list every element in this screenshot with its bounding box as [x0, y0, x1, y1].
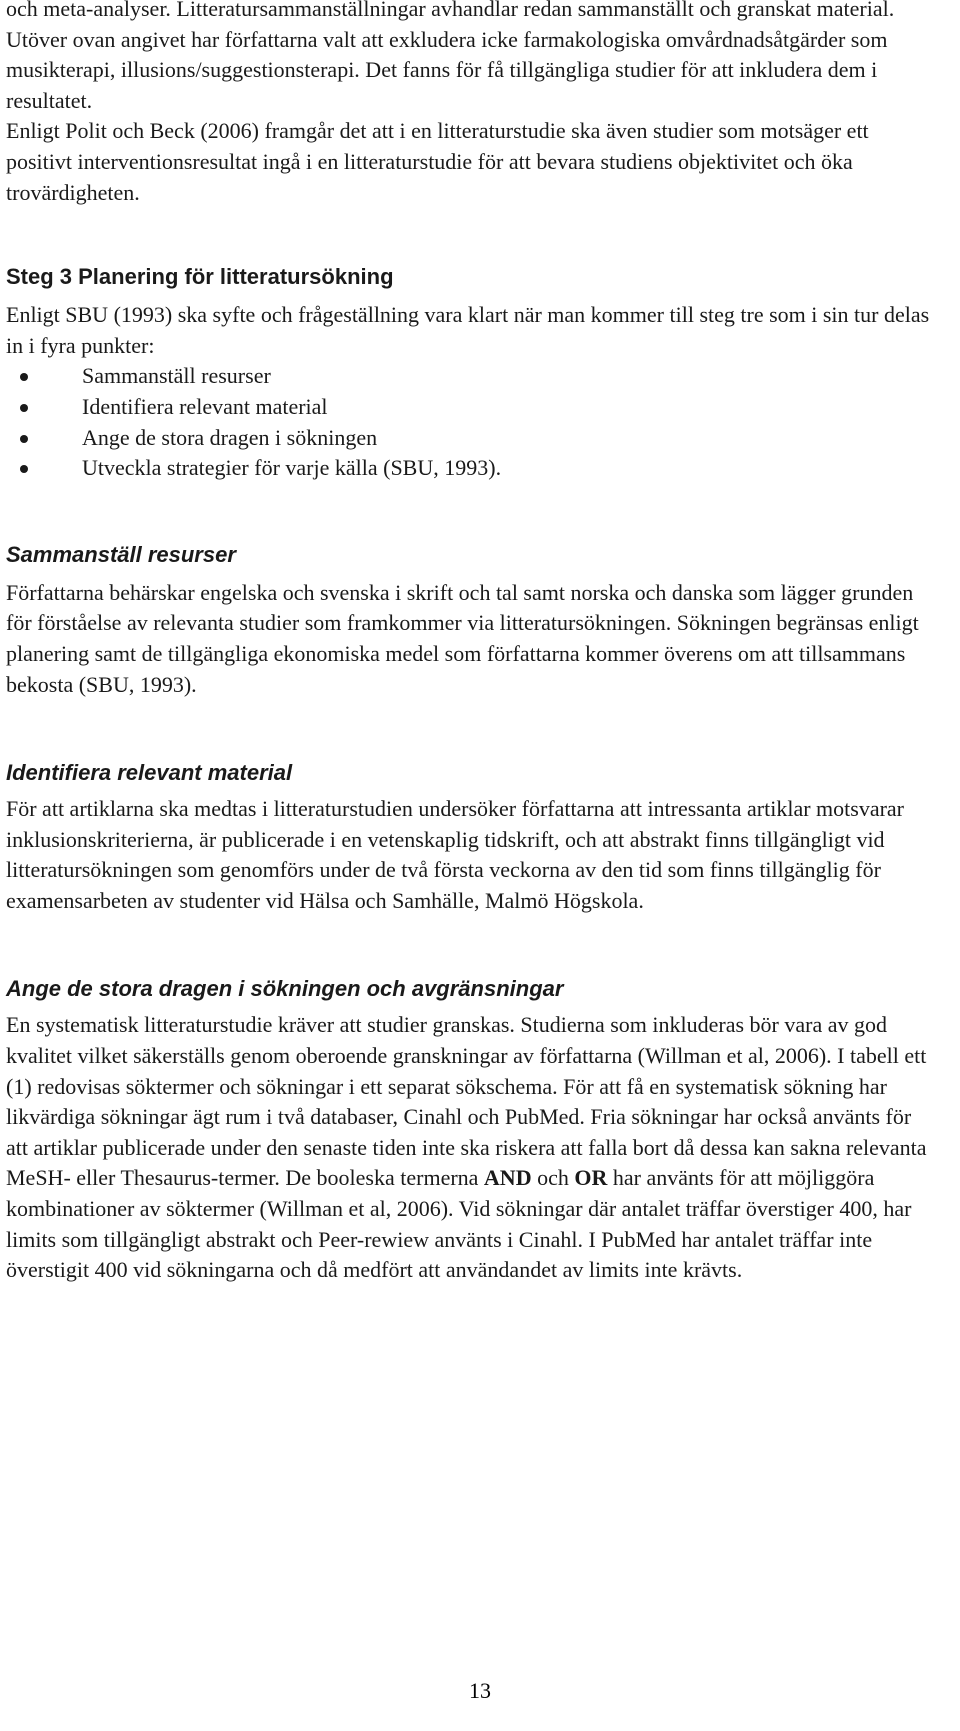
bullet-item: [6, 392, 930, 423]
bullet-text: Utveckla strategier för varje källa (SBU, 1993).: [82, 455, 502, 481]
identify-paragraph: För att artiklarna ska medtas i litteraturstudien undersöker författarna att intressanta artiklar motsvarar inklusionskriterierna, är publicerade i en vetenskaplig tidskrift, och att abstrakt finns tillgängligt vid litteratursökningen som genomförs under de två första veckorna av den tid som finns tillgänglig för examensarbeten av studenter vid Hälsa och Samhälle, Malmö Högskola.: [6, 796, 905, 913]
search-text-part-3: har använts för att möjliggöra kombinationer av söktermer (Willman et al, 2006). Vid sökningar där antalet träffar överstiger 400, har limits som tillgängligt abstrakt och Peer-rewiew använts i Cinahl. I PubMed har antalet träffar inte överstigit 400 vid sökningarna och då medfört att användandet av limits inte krävts.: [6, 1165, 912, 1283]
search-text-part-2: och: [531, 1165, 575, 1191]
search-paragraph: [6, 1010, 930, 1285]
section-heading-step3: Steg 3 Planering för litteratursökning: [6, 264, 394, 290]
bullet-item: [6, 423, 930, 454]
section-heading-resources: Sammanställ resurser: [6, 541, 236, 567]
step3-paragraph: Enligt SBU (1993) ska syfte och frågeställning vara klart när man kommer till steg tre som i sin tur delas in i fyra punkter:: [6, 302, 930, 358]
bullet-icon: [20, 373, 28, 381]
bullet-icon: [20, 435, 28, 443]
bullet-text: Identifiera relevant material: [82, 393, 328, 419]
resources-paragraph: Författarna behärskar engelska och svenska i skrift och tal samt norska och danska som lägger grunden för förståelse av relevanta studier som framkommer via litteratursökningen. Sökningen begränsas enligt planering samt de tillgängliga ekonomiska medel som författarna kommer överens om att tillsammans bekosta (SBU, 1993).: [6, 579, 919, 697]
boolean-or-term: OR: [574, 1165, 608, 1191]
bullet-item: [6, 361, 930, 392]
bullet-icon: [20, 404, 28, 412]
bullet-text: Ange de stora dragen i sökningen: [82, 424, 378, 450]
page-number: 13: [469, 1678, 491, 1703]
bullet-item: [6, 453, 930, 484]
search-text-part-1: En systematisk litteraturstudie kräver att studier granskas. Studierna som inkluderas bör vara av god kvalitet vilket säkerställs genom oberoende granskningar av författarna (Willman et al, 2006). I tabell ett (1) redovisas söktermer och sökningar i ett separat sökschema. För att få en systematisk sökning har likvärdiga sökningar ägt rum i två databaser, Cinahl och PubMed. Fria sökningar har också använts för att artiklar publicerade under den senaste tiden inte ska riskera att falla bort då dessa kan sakna relevanta MeSH- eller Thesaurus-termer. De booleska termerna: [6, 1012, 927, 1191]
intro-paragraph-2: Enligt Polit och Beck (2006) framgår det att i en litteraturstudie ska även studier som motsäger ett positivt interventionsresultat ingå i en litteraturstudie för att bevara studiens objektivitet och öka trovärdigheten.: [6, 118, 869, 205]
section-heading-search: Ange de stora dragen i sökningen och avgränsningar: [6, 976, 564, 1002]
section-heading-identify: Identifiera relevant material: [6, 760, 293, 786]
boolean-and-term: AND: [483, 1165, 532, 1191]
step3-bullet-list: [6, 361, 930, 483]
intro-paragraph-1: och meta-analyser. Litteratursammanställningar avhandlar redan sammanställt och granskat material. Utöver ovan angivet har författarna valt att exkludera icke farmakologiska omvårdnadsåtgärder som musikterapi, illusions/suggestionsterapi. Det fanns för få tillgängliga studier för att inkludera dem i resultatet.: [6, 0, 895, 113]
bullet-icon: [20, 465, 28, 473]
bullet-text: Sammanställ resurser: [82, 363, 271, 389]
